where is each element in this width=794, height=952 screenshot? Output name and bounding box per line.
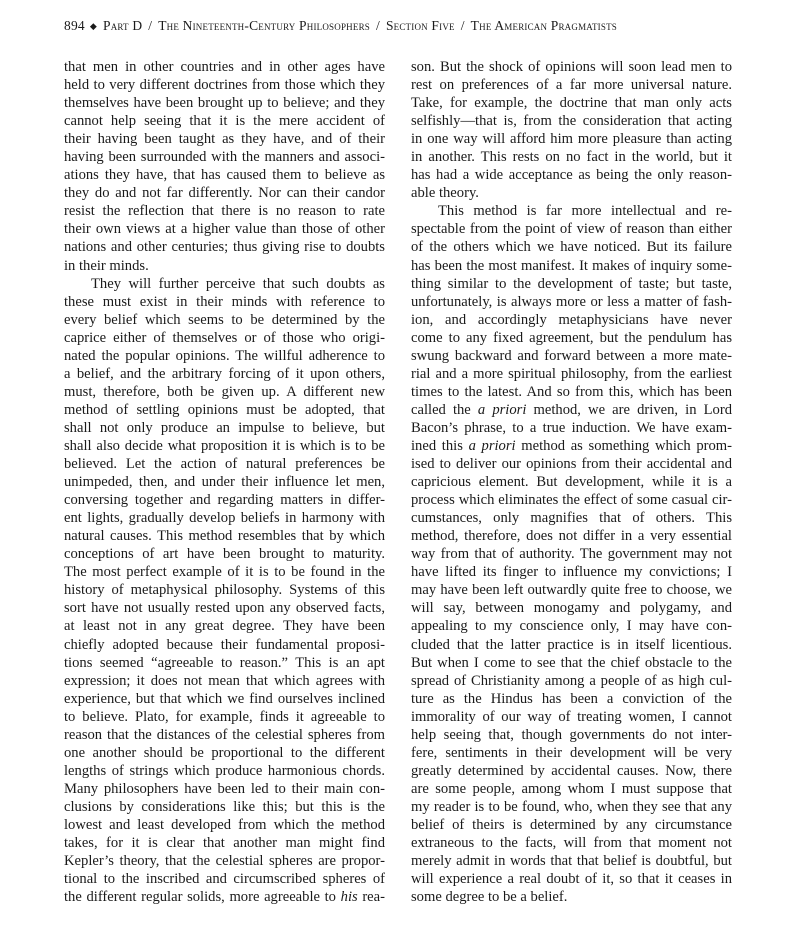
text-line	[64, 365, 385, 383]
text-run: conversing together and regarding matters in differ-	[64, 492, 385, 509]
text-line	[64, 744, 385, 762]
text-run: rial and a more spiritual philosophy, from the earliest	[411, 365, 732, 382]
text-line	[411, 545, 732, 563]
text-line	[411, 293, 732, 311]
text-run: method, we are driven, in Lord	[526, 401, 732, 418]
text-run: Bacon’s phrase, to a true induction. We have exam-	[411, 419, 732, 436]
separator: /	[460, 18, 465, 33]
text-line	[411, 166, 732, 184]
text-line	[411, 509, 732, 527]
text-run: to believe. Plato, for example, finds it agreeable to	[64, 708, 385, 725]
text-line	[64, 780, 385, 798]
text-run: process which eliminates the effect of some casual cir-	[411, 492, 732, 509]
text-run: every belief which seems to be determined by the	[64, 311, 385, 328]
text-run: are some people, among whom I must suppose that	[411, 780, 732, 797]
text-line	[64, 401, 385, 419]
text-run: these must exist in their minds with reference to	[64, 293, 385, 310]
text-run: has had a wide acceptance as being the only reason-	[411, 167, 732, 184]
text-run: has been the most manifest. It makes of inquiry some-	[411, 257, 732, 274]
text-run: appealing to my conscience only, I may have con-	[411, 618, 732, 635]
text-run: cumstances, only magnifies that of others. This	[411, 510, 732, 527]
italic-run: his	[340, 889, 358, 906]
text-run: a belief, and the arbitrary forcing of it upon others,	[64, 365, 385, 382]
text-run: shall not only produce an impulse to believe, but	[64, 419, 385, 436]
text-line	[411, 798, 732, 816]
text-run: reason that the distances of the celestial spheres from	[64, 726, 385, 743]
text-run: called the	[411, 401, 478, 418]
text-line	[411, 238, 732, 256]
text-run: merely admit in words that that belief is doubtful, but	[411, 853, 732, 870]
text-line	[411, 617, 732, 635]
text-run: times to the latest. And so from this, which has been	[411, 383, 732, 400]
text-line	[411, 726, 732, 744]
text-line	[411, 401, 732, 419]
text-line	[411, 311, 732, 329]
text-line	[411, 347, 732, 365]
text-run: rea-	[357, 889, 385, 906]
text-line	[411, 852, 732, 870]
text-line	[411, 636, 732, 654]
text-line	[64, 617, 385, 635]
text-run: method as something which prom-	[515, 437, 732, 454]
text-line	[64, 76, 385, 94]
text-line	[411, 762, 732, 780]
text-line	[64, 329, 385, 347]
text-run: ture as the Hindus has been a conviction of the	[411, 690, 732, 707]
text-line	[64, 834, 385, 852]
text-run: clusions by considerations like this; but this is the	[64, 798, 385, 815]
text-line	[411, 780, 732, 798]
text-run: unfortunately, is always more or less a matter of fash-	[411, 293, 732, 310]
text-run: Kepler’s theory, that the celestial spheres are propor-	[64, 853, 385, 870]
text-line	[411, 744, 732, 762]
text-line	[64, 762, 385, 780]
text-run: that men in other countries and in other ages have	[64, 59, 385, 75]
text-line	[64, 58, 385, 76]
text-run: way from that of authority. The government may not	[411, 546, 732, 563]
text-line	[411, 112, 732, 130]
text-run: in their minds.	[64, 257, 149, 274]
text-line	[64, 798, 385, 816]
text-run: The most perfect example of it is to be found in the	[64, 564, 385, 581]
text-line	[64, 202, 385, 220]
text-run: capricious element. But development, while it is a	[411, 474, 732, 491]
text-run: sort have not usually rested upon any observed facts,	[64, 600, 385, 617]
text-line	[411, 654, 732, 672]
text-run: ion, and accordingly metaphysicians have never	[411, 311, 732, 328]
text-line	[64, 184, 385, 202]
text-run: lowest and least developed from which the method	[64, 816, 385, 833]
right-text-column	[411, 58, 732, 906]
text-run: themselves have been brought up to believe; and they	[64, 95, 385, 112]
text-run: ent lights, gradually develop beliefs in harmony with	[64, 510, 385, 527]
text-run: swung backward and forward between a more mate-	[411, 347, 732, 364]
text-line	[411, 816, 732, 834]
text-line	[64, 383, 385, 401]
text-run: cannot help seeing that it is the mere accident of	[64, 113, 385, 130]
text-run: will experience a real doubt of it, so that it ceases in	[411, 871, 732, 888]
text-run: But when I come to see that the chief obstacle to the	[411, 654, 732, 671]
text-line	[64, 94, 385, 112]
text-line	[411, 690, 732, 708]
text-line	[411, 527, 732, 545]
text-line	[411, 437, 732, 455]
text-run: selfishly—that is, from the consideration that acting	[411, 113, 732, 130]
text-line	[64, 293, 385, 311]
text-run: will say, between monogamy and polygamy, and	[411, 600, 732, 617]
text-line	[64, 672, 385, 690]
text-run: ations they have, that has caused them to believe as	[64, 167, 385, 184]
text-run: experience, but that which we find ourselves inclined	[64, 690, 385, 707]
text-run: have lifted its finger to influence my convictions; I	[411, 564, 732, 581]
text-run: at least not in any great degree. They have been	[64, 618, 385, 635]
text-line	[64, 130, 385, 148]
text-line	[411, 148, 732, 166]
text-run: greatly determined by accidental causes. Now, there	[411, 762, 732, 779]
text-run: Many philosophers have been led to their main con-	[64, 780, 385, 797]
text-run: having been surrounded with the manners and associ-	[64, 149, 385, 166]
text-run: This method is far more intellectual and re-	[438, 203, 732, 220]
text-line	[64, 419, 385, 437]
part-label: Part D	[102, 18, 143, 33]
text-run: fere, sentiments in their development will be very	[411, 744, 732, 761]
text-run: chiefly adopted because their fundamental proposi-	[64, 636, 385, 653]
text-run: they do and not far differently. Nor can their candor	[64, 185, 385, 202]
text-run: thing similar to the development of taste; but taste,	[411, 275, 732, 292]
text-line	[411, 888, 732, 906]
text-line	[64, 238, 385, 256]
text-line	[411, 76, 732, 94]
text-run: method of settling opinions must be adopted, that	[64, 401, 385, 418]
text-run: extraneous to the facts, will from that moment not	[411, 835, 732, 852]
section-label: Section Five	[385, 18, 455, 33]
text-line	[411, 491, 732, 509]
text-run: held to very different doctrines from those which they	[64, 77, 385, 94]
text-line	[64, 509, 385, 527]
text-line	[64, 166, 385, 184]
text-line	[64, 527, 385, 545]
text-run: shall also decide what proposition it is which is to be	[64, 437, 385, 454]
text-line	[64, 708, 385, 726]
text-line	[411, 94, 732, 112]
text-line	[411, 419, 732, 437]
separator: /	[148, 18, 153, 33]
text-line	[411, 184, 732, 202]
text-line	[64, 726, 385, 744]
text-line	[411, 275, 732, 293]
italic-run: a priori	[477, 401, 527, 418]
text-run: cluded that the latter practice is in itself licentious.	[411, 636, 732, 653]
text-run: son. But the shock of opinions will soon lead men to	[411, 59, 732, 75]
text-line	[411, 130, 732, 148]
text-run: of the others which we have noticed. But its failure	[411, 239, 732, 256]
text-line	[411, 599, 732, 617]
text-line	[411, 473, 732, 491]
text-run: Take, for example, the doctrine that man only acts	[411, 95, 732, 112]
subsection-title: The American Pragmatists	[470, 18, 617, 33]
running-head	[64, 18, 744, 34]
text-run: takes, for it is clear that another man might find	[64, 835, 385, 852]
text-run: one another should be proportional to the different	[64, 744, 385, 761]
text-run: nations and other centuries; thus giving rise to doubts	[64, 239, 385, 256]
text-line	[64, 347, 385, 365]
text-run: nated the popular opinions. The willful adherence to	[64, 347, 385, 364]
text-line	[411, 708, 732, 726]
text-run: ised to deliver our opinions from their accidental and	[411, 456, 732, 473]
text-line	[64, 148, 385, 166]
text-run: lengths of strings which produce harmonious chords.	[64, 762, 385, 779]
section-title: The Nineteenth-Century Philosophers	[158, 18, 370, 33]
text-line	[64, 491, 385, 509]
text-line	[64, 888, 385, 906]
text-run: tional to the inscribed and circumscribed spheres of	[64, 871, 385, 888]
text-line	[411, 257, 732, 275]
text-line	[64, 816, 385, 834]
text-run: believed. Let the action of natural preferences be	[64, 456, 385, 473]
text-run: history of metaphysical philosophy. Systems of this	[64, 582, 385, 599]
text-run: in one way will afford him more pleasure than acting	[411, 131, 732, 148]
text-line	[64, 257, 385, 275]
text-run: method, therefore, does not differ in a very essential	[411, 528, 732, 545]
text-line	[64, 690, 385, 708]
text-run: must, therefore, both be given up. A different new	[64, 383, 385, 400]
text-run: may have been left outwardly quite free to choose, we	[411, 582, 732, 599]
text-run: able theory.	[411, 185, 479, 202]
text-line	[64, 563, 385, 581]
text-line	[64, 654, 385, 672]
text-line	[411, 563, 732, 581]
text-line	[64, 220, 385, 238]
separator: /	[375, 18, 380, 33]
text-run: conceptions of art have been brought to maturity.	[64, 546, 385, 563]
text-run: help seeing that, though governments do not inter-	[411, 726, 732, 743]
text-line	[411, 455, 732, 473]
text-run: tions seemed “agreeable to reason.” This is an apt	[64, 654, 385, 671]
text-line	[64, 455, 385, 473]
text-run: ined this	[411, 437, 469, 454]
text-run: expression; it does not mean that which agrees with	[64, 672, 385, 689]
text-run: come to any fixed agreement, but the pendulum has	[411, 329, 732, 346]
text-line	[64, 581, 385, 599]
text-line	[411, 220, 732, 238]
text-line	[64, 437, 385, 455]
text-run: unimpeded, then, and under their influence let men,	[64, 474, 385, 491]
text-run: They will further perceive that such doubts as	[91, 275, 385, 292]
text-line	[411, 383, 732, 401]
text-line	[64, 275, 385, 293]
text-run: rest on preferences of a far more universal nature.	[411, 77, 732, 94]
text-run: my reader is to be found, who, when they see that any	[411, 798, 732, 815]
text-run: natural causes. This method resembles that by which	[64, 528, 385, 545]
text-line	[411, 870, 732, 888]
text-line	[411, 58, 732, 76]
italic-run: a priori	[468, 437, 516, 454]
text-line	[411, 329, 732, 347]
text-line	[64, 473, 385, 491]
text-line	[411, 581, 732, 599]
text-line	[411, 365, 732, 383]
text-line	[64, 112, 385, 130]
text-run: immorality of our way of treating women, I cannot	[411, 708, 732, 725]
text-run: their own views at a higher value than those of other	[64, 221, 385, 238]
text-run: spread of Christianity among a people of as high cul-	[411, 672, 732, 689]
text-line	[64, 870, 385, 888]
text-run: belief of theirs is determined by any circumstance	[411, 816, 732, 833]
text-run: spectable from the point of view of reason than either	[411, 221, 732, 238]
text-line	[64, 636, 385, 654]
text-run: their having been taught as they have, and of their	[64, 131, 385, 148]
text-run: the different regular solids, more agreeable to	[64, 889, 341, 906]
text-line	[64, 599, 385, 617]
page-number: 894	[64, 18, 85, 33]
text-line	[64, 545, 385, 563]
text-run: caprice either of themselves or of those who origi-	[64, 329, 385, 346]
text-line	[411, 672, 732, 690]
text-run: some degree to be a belief.	[411, 889, 568, 906]
text-line	[64, 852, 385, 870]
text-line	[411, 202, 732, 220]
left-text-column	[64, 58, 385, 906]
text-run: resist the reflection that there is no reason to rate	[64, 203, 385, 220]
text-run: in another. This rests on no fact in the world, but it	[411, 149, 732, 166]
diamond-ornament-icon: ◆	[89, 21, 97, 31]
text-line	[64, 311, 385, 329]
text-line	[411, 834, 732, 852]
